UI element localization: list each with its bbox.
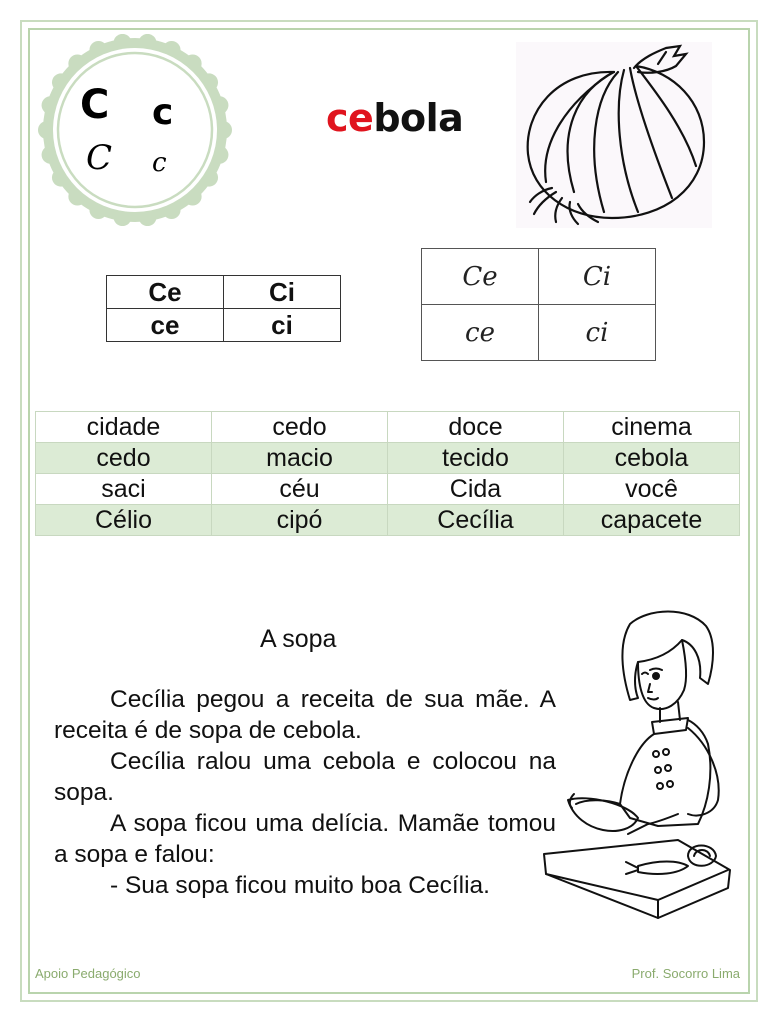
syllable-cell: ce bbox=[107, 309, 224, 342]
title-rest: bola bbox=[373, 96, 464, 140]
word-cell: tecido bbox=[388, 443, 564, 474]
table-row bbox=[107, 309, 341, 342]
cursive-syllable-cell: Ce bbox=[422, 249, 539, 305]
cursive-syllable-cell: ce bbox=[422, 305, 539, 361]
lower-c-print: c bbox=[152, 92, 174, 133]
word-cell: cedo bbox=[36, 443, 212, 474]
syllable-cell: Ce bbox=[107, 276, 224, 309]
word-cell: doce bbox=[388, 412, 564, 443]
word-cell: macio bbox=[212, 443, 388, 474]
word-cell: Cida bbox=[388, 474, 564, 505]
table-row bbox=[36, 412, 740, 443]
scalloped-frame-icon bbox=[28, 34, 242, 226]
cursive-syllable-table bbox=[421, 248, 656, 361]
table-row bbox=[36, 474, 740, 505]
story-paragraph: - Sua sopa ficou muito boa Cecília. bbox=[110, 872, 490, 899]
cursive-syllable-cell: ci bbox=[539, 305, 656, 361]
word-cell: cinema bbox=[564, 412, 740, 443]
syllable-cell: ci bbox=[224, 309, 341, 342]
footer-left-text: Apoio Pedagógico bbox=[35, 966, 141, 981]
cursive-syllable-cell: Ci bbox=[539, 249, 656, 305]
table-row bbox=[422, 249, 656, 305]
story-title: A sopa bbox=[260, 625, 337, 653]
title-word bbox=[326, 96, 463, 140]
syllable-cell: Ci bbox=[224, 276, 341, 309]
letter-badge bbox=[28, 34, 242, 226]
word-cell: saci bbox=[36, 474, 212, 505]
story-paragraph: Cecília ralou uma cebola e colocou na sopa. bbox=[54, 748, 556, 806]
story-paragraph: A sopa ficou uma delícia. Mamãe tomou a sopa e falou: bbox=[54, 810, 556, 868]
upper-c-cursive: C bbox=[86, 138, 113, 178]
onion-illustration-icon bbox=[516, 42, 712, 228]
footer-right-text: Prof. Socorro Lima bbox=[631, 966, 740, 981]
word-cell: capacete bbox=[564, 505, 740, 536]
word-cell: cipó bbox=[212, 505, 388, 536]
story-text bbox=[54, 684, 556, 901]
title-highlight: ce bbox=[326, 96, 374, 140]
word-table bbox=[35, 411, 740, 536]
lower-c-cursive: c bbox=[152, 148, 167, 178]
word-cell: Célio bbox=[36, 505, 212, 536]
word-cell: você bbox=[564, 474, 740, 505]
word-cell: Cecília bbox=[388, 505, 564, 536]
print-syllable-table bbox=[106, 275, 341, 342]
upper-c-print: C bbox=[80, 82, 110, 128]
table-row bbox=[107, 276, 341, 309]
table-row bbox=[36, 443, 740, 474]
table-row bbox=[36, 505, 740, 536]
story-paragraph: Cecília pegou a receita de sua mãe. A receita é de sopa de cebola. bbox=[54, 686, 556, 744]
word-cell: cidade bbox=[36, 412, 212, 443]
word-cell: céu bbox=[212, 474, 388, 505]
table-row bbox=[422, 305, 656, 361]
chef-girl-illustration-icon bbox=[538, 604, 734, 926]
word-cell: cedo bbox=[212, 412, 388, 443]
word-cell: cebola bbox=[564, 443, 740, 474]
